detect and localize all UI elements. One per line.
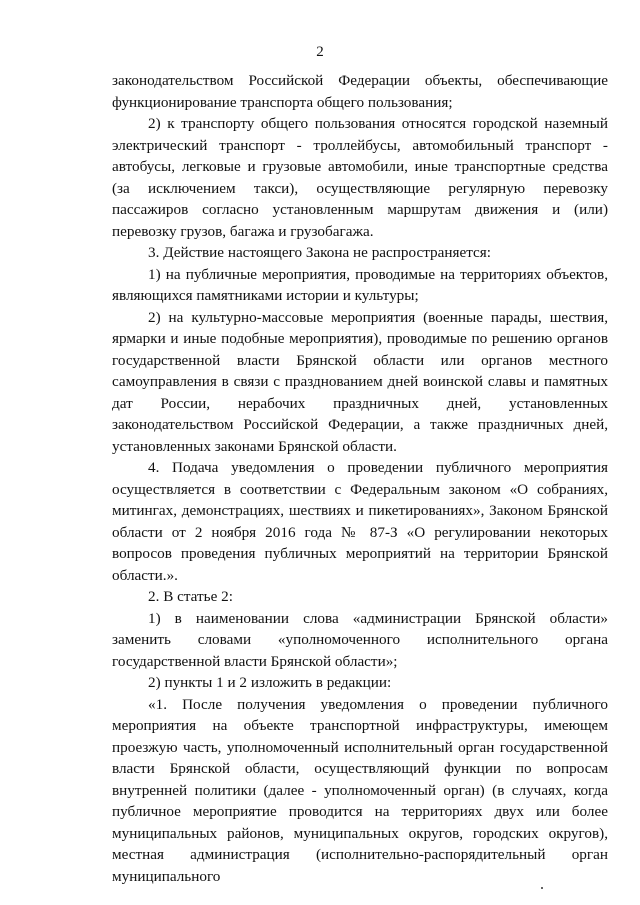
- paragraph: 1) в наименовании слова «администрации Брянской области» заменить словами «уполномоченного исполнительного органа государственной власти Брянской области»;: [112, 609, 608, 670]
- paragraph: законодательством Российской Федерации объекты, обеспечивающие функционирование транспорта общего пользования;: [112, 72, 608, 111]
- scan-speck: [541, 887, 543, 889]
- page-number: 2: [316, 44, 324, 60]
- paragraph: 2) на культурно-массовые мероприятия (военные парады, шествия, ярмарки и иные подобные мероприятия), проводимые по решению органов государственной власти Брянской области или органов местного самоуправления в связи с празднованием дней воинской славы и памятных дат России, нерабочих праздничных дней, установленных законодательством Российской Федерации, а также праздничных дней, установленных законами Брянской области.: [112, 308, 608, 455]
- paragraph: 1) на публичные мероприятия, проводимые на территориях объектов, являющихся памятниками истории и культуры;: [112, 265, 608, 304]
- paragraph: 2) к транспорту общего пользования относятся городской наземный электрический транспорт - троллейбусы, автомобильный транспорт - автобусы, легковые и грузовые автомобили, иные транспортные средства (за исключением такси), осуществляющие регулярную перевозку пассажиров согласно установленным маршрутам движения и (или) перевозку грузов, багажа и грузобагажа.: [112, 115, 608, 240]
- paragraph: 4. Подача уведомления о проведении публичного мероприятия осуществляется в соответствии с Федеральным законом «О собраниях, митингах, демонстрациях, шествиях и пикетированиях», Законом Брянской области от 2 ноября 2016 года № 87-З «О регулировании некоторых вопросов проведения публичных мероприятий на территории Брянской области.».: [112, 459, 608, 584]
- document-body: [112, 70, 608, 887]
- paragraph: «1. После получения уведомления о проведении публичного мероприятия на объекте транспортной инфраструктуры, имеющем проезжую часть, уполномоченный исполнительный орган государственной власти Брянской области, осуществляющий функции по вопросам внутренней политики (далее - уполномоченный орган) (в случаях, когда публичное мероприятие проводится на территориях двух или более муниципальных районов, муниципальных округов, городских округов), местная администрация (исполнительно-распорядительный орган муниципального: [112, 695, 608, 885]
- paragraph: 2) пункты 1 и 2 изложить в редакции:: [148, 674, 392, 691]
- paragraph: 2. В статье 2:: [148, 588, 233, 605]
- paragraph: 3. Действие настоящего Закона не распространяется:: [148, 244, 492, 261]
